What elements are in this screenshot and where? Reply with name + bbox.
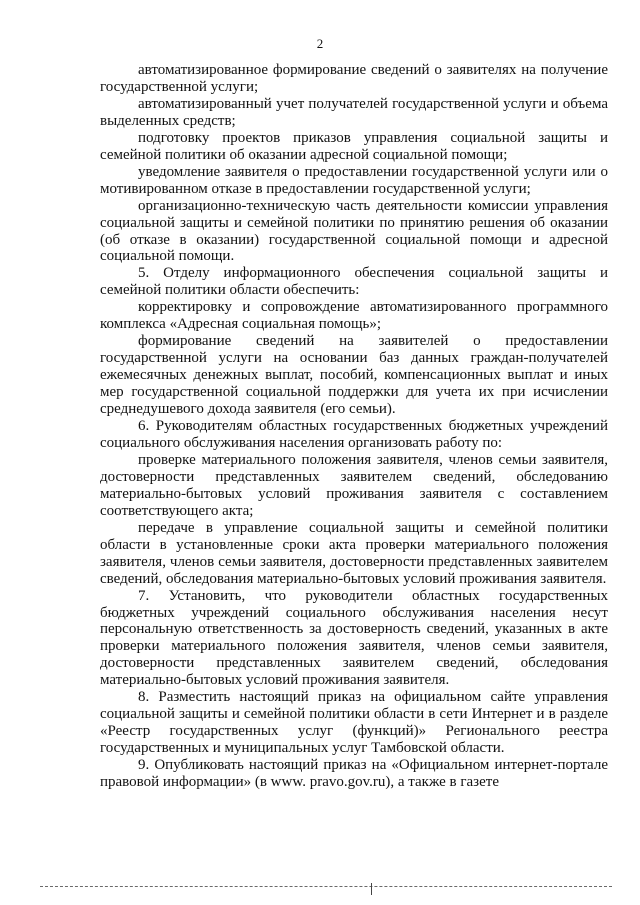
paragraph-item-6: 6. Руководителям областных государственных бюджетных учреждений социального обслуживания населения организовать работу по:: [100, 418, 608, 451]
paragraph: передаче в управление социальной защиты и семейной политики области в установленные сроки акта проверки материального положения заявителя, членов семьи заявителя, достоверности представленных заявителем сведений, обследования материально-бытовых условий проживания заявителя.: [100, 519, 608, 587]
paragraph-item-9: 9. Опубликовать настоящий приказ на «Официальном интернет-портале правовой информации» (в www. pravo.gov.ru), а также в газете: [100, 757, 608, 791]
paragraph: формирование сведений на заявителей о предоставлении государственной услуги на основании баз данных граждан-получателей ежемесячных денежных выплат, пособий, компенсационных выплат и иных мер государственной социальной поддержки для учета их при исчислении среднедушевого дохода заявителя (его семьи).: [100, 333, 608, 418]
paragraph: уведомление заявителя о предоставлении государственной услуги или о мотивированном отказе в предоставлении государственной услуги;: [100, 163, 608, 197]
page-number: 2: [316, 36, 324, 51]
paragraph: корректировку и сопровождение автоматизированного программного комплекса «Адресная социальная помощь»;: [100, 299, 608, 333]
scan-footer-line: [40, 886, 612, 887]
paragraph-item-7: 7. Установить, что руководители областных государственных бюджетных учреждений социального обслуживания населения несут персональную ответственность за достоверность сведений, указанных в акте проверки материального положения заявителя, членов семьи заявителя, достоверности представленных заявителем сведений, обследования материально-бытовых условий проживания заявителя.: [100, 587, 608, 689]
paragraph: автоматизированный учет получателей государственной услуги и объема выделенных средств;: [100, 95, 608, 129]
paragraph: проверке материального положения заявителя, членов семьи заявителя, достоверности представленных заявителем сведений, обследованию материально-бытовых условий проживания заявителя с составлением соответствующего акта;: [100, 451, 608, 519]
paragraph-item-5: 5. Отделу информационного обеспечения социальной защиты и семейной политики области обеспечить:: [100, 265, 608, 299]
paragraph: организационно-техническую часть деятельности комиссии управления социальной защиты и семейной политики по принятию решения об оказании (об отказе в оказании) государственной социальной помощи и адресной социальной помощи.: [100, 197, 608, 265]
document-body: [100, 62, 608, 791]
paragraph-item-8: 8. Разместить настоящий приказ на официальном сайте управления социальной защиты и семейной политики области в сети Интернет и в разделе «Реестр государственных услуг (функций)» Регионального реестра государственных и муниципальных услуг Тамбовской области.: [100, 689, 608, 757]
paragraph: автоматизированное формирование сведений о заявителях на получение государственной услуги;: [100, 62, 608, 95]
scan-footer-mark: [371, 883, 372, 895]
paragraph: подготовку проектов приказов управления социальной защиты и семейной политики об оказании адресной социальной помощи;: [100, 129, 608, 163]
